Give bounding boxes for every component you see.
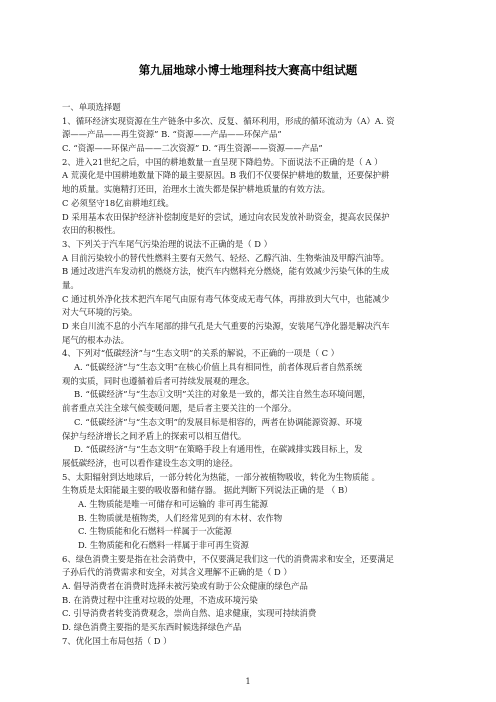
q4-option-a-2: 观的实质，同时也遵循着后者可持续发展观的理念。 xyxy=(62,375,255,386)
q5-stem-1: 5、太阳辐射到达地球后，一部分转化为热能，一部分被植物吸收，转化为生物质能 。 xyxy=(62,471,380,482)
q3-option-d-2: 尾气的根本办法。 xyxy=(62,334,129,345)
q5-option-d: D. 生物质能和化石燃料一样属于非可再生资源 xyxy=(78,540,249,550)
q3-option-c-1: C 通过机外净化技术把汽车尾气由原有毒气体变成无毒气体，再排放到大气中，也能减少 xyxy=(62,293,390,304)
page-title: 第九届地球小博士地理科技大赛高中组试题 xyxy=(138,63,358,77)
q2-option-ab-1: A 荒漠化是中国耕地数量下降的最主要原因。B 我们不仅要保护耕地的数量，还要保护耕 xyxy=(62,170,390,181)
q3-stem: 3、下列关于汽车尾气污染治理的说法不正确的是（ D ） xyxy=(62,238,272,249)
q2-option-d-2: 农田的积极性。 xyxy=(62,225,121,236)
q7-stem: 7、优化国土布局包括（ D ） xyxy=(62,635,172,646)
q3-option-c-2: 对大气环境的污染。 xyxy=(62,307,138,318)
q1-options-ab: 源——产品——再生资源” B. “资源——产品——环保产品” xyxy=(62,129,282,140)
q2-option-d-1: D 采用基本农田保护经济补偿制度是好的尝试，通过向农民发放补助资金，提高农民保护 xyxy=(62,211,390,222)
q4-option-c-1: C. “低碳经济”与“生态文明”的发展目标是相容的，两者在协调能源资源、环境 xyxy=(74,416,363,427)
q4-option-d-2: 展低碳经济，也可以看作建设生态文明的途径。 xyxy=(62,457,238,468)
section-heading: 一、单项选择题 xyxy=(62,102,121,112)
q5-stem-2: 生物质是太阳能最主要的吸收器和储存器。 据此判断下列说法正确的是 （ B） xyxy=(62,485,353,496)
q4-option-b-1: B. “低碳经济”与“生态①文明”关注的对象是一致的，都关注自然生态环境问题， xyxy=(74,389,371,400)
q2-option-c: C 必须坚守18亿亩耕地红线。 xyxy=(62,197,174,208)
q3-option-b-1: B 通过改进汽车发动机的燃烧方法，使汽车内燃料充分燃烧，能有效减少污染气体的生成 xyxy=(62,266,390,277)
q4-option-c-2: 保护与经济增长之间矛盾上的探索可以相互借代。 xyxy=(62,430,247,441)
q5-option-c: C. 生物质能和化石燃料一样属于一次能源 xyxy=(78,526,232,537)
q6-option-b: B. 在消费过程中注重对垃圾的处理，不造成环境污染 xyxy=(62,594,258,605)
q6-option-c: C. 引导消费者转变消费观念，崇尚自然、追求健康，实现可持续消费 xyxy=(62,608,317,619)
q6-option-d: D. 绿色消费主要指的是买东西时候选择绿色产品 xyxy=(62,622,242,633)
q2-option-ab-2: 地的质量。实施精打还田，治理水土流失都是保护耕地质量的有效方法。 xyxy=(62,184,330,195)
q6-option-a: A. 倡导消费者在消费时选择未被污染或有助于公众健康的绿色产品 xyxy=(62,581,308,592)
q4-option-b-2: 前者重点关注全球气候变暖问题，是后者主要关注的一个部分。 xyxy=(62,403,297,414)
q3-option-a: A 目前污染较小的替代性燃料主要有天然气、轻烃、乙醇汽油、生物柴油及甲醇汽油等。 xyxy=(62,252,389,263)
q2-stem: 2、进入21世纪之后，中国的耕地数量一直呈现下降趋势。下面说法不正确的是（ A ） xyxy=(62,156,383,167)
q4-option-a-1: A. “低碳经济”与“生态文明”在核心价值上具有相同性，前者体现后者自然系统 xyxy=(74,362,363,373)
q6-stem-1: 6、绿色消费主要是指在社会消费中，不仅要满足我们这一代的消费需求和安全，还要满足 xyxy=(62,553,394,564)
q4-stem: 4、下列对“低碳经济”与“生态文明”的关系的解说，不正确的一项是（ C ） xyxy=(62,348,340,359)
q1-stem: 1、循环经济实现资源在生产链条中多次、反复、循环利用，形成的循环流动为（A）A. 资 xyxy=(62,115,395,126)
q1-options-cd: C. “资源——环保产品——二次资源” D. “再生资源——资源——产品” xyxy=(62,143,323,154)
q4-option-d-1: D. “低碳经济”与“生态文明”在策略手段上有通用性，在碳减排实践目标上，发 xyxy=(74,444,363,455)
page-number: 1 xyxy=(245,677,251,686)
q3-option-b-2: 量。 xyxy=(62,279,79,290)
q3-option-d-1: D 来自川流不息的小汽车尾部的排气孔是大气重要的污染源，安装尾气净化器是解决汽车 xyxy=(62,321,390,331)
q6-stem-2: 子孙后代的消费需求和安全，对其含义理解不正确的是（ D ） xyxy=(62,567,292,578)
question-body xyxy=(62,101,440,649)
q5-option-b: B. 生物质就是植物类，人们经常见到的有木材、农作物 xyxy=(78,512,283,523)
q5-option-a: A. 生物质能是唯一可储存和可运输的 非可再生能源 xyxy=(78,498,268,509)
